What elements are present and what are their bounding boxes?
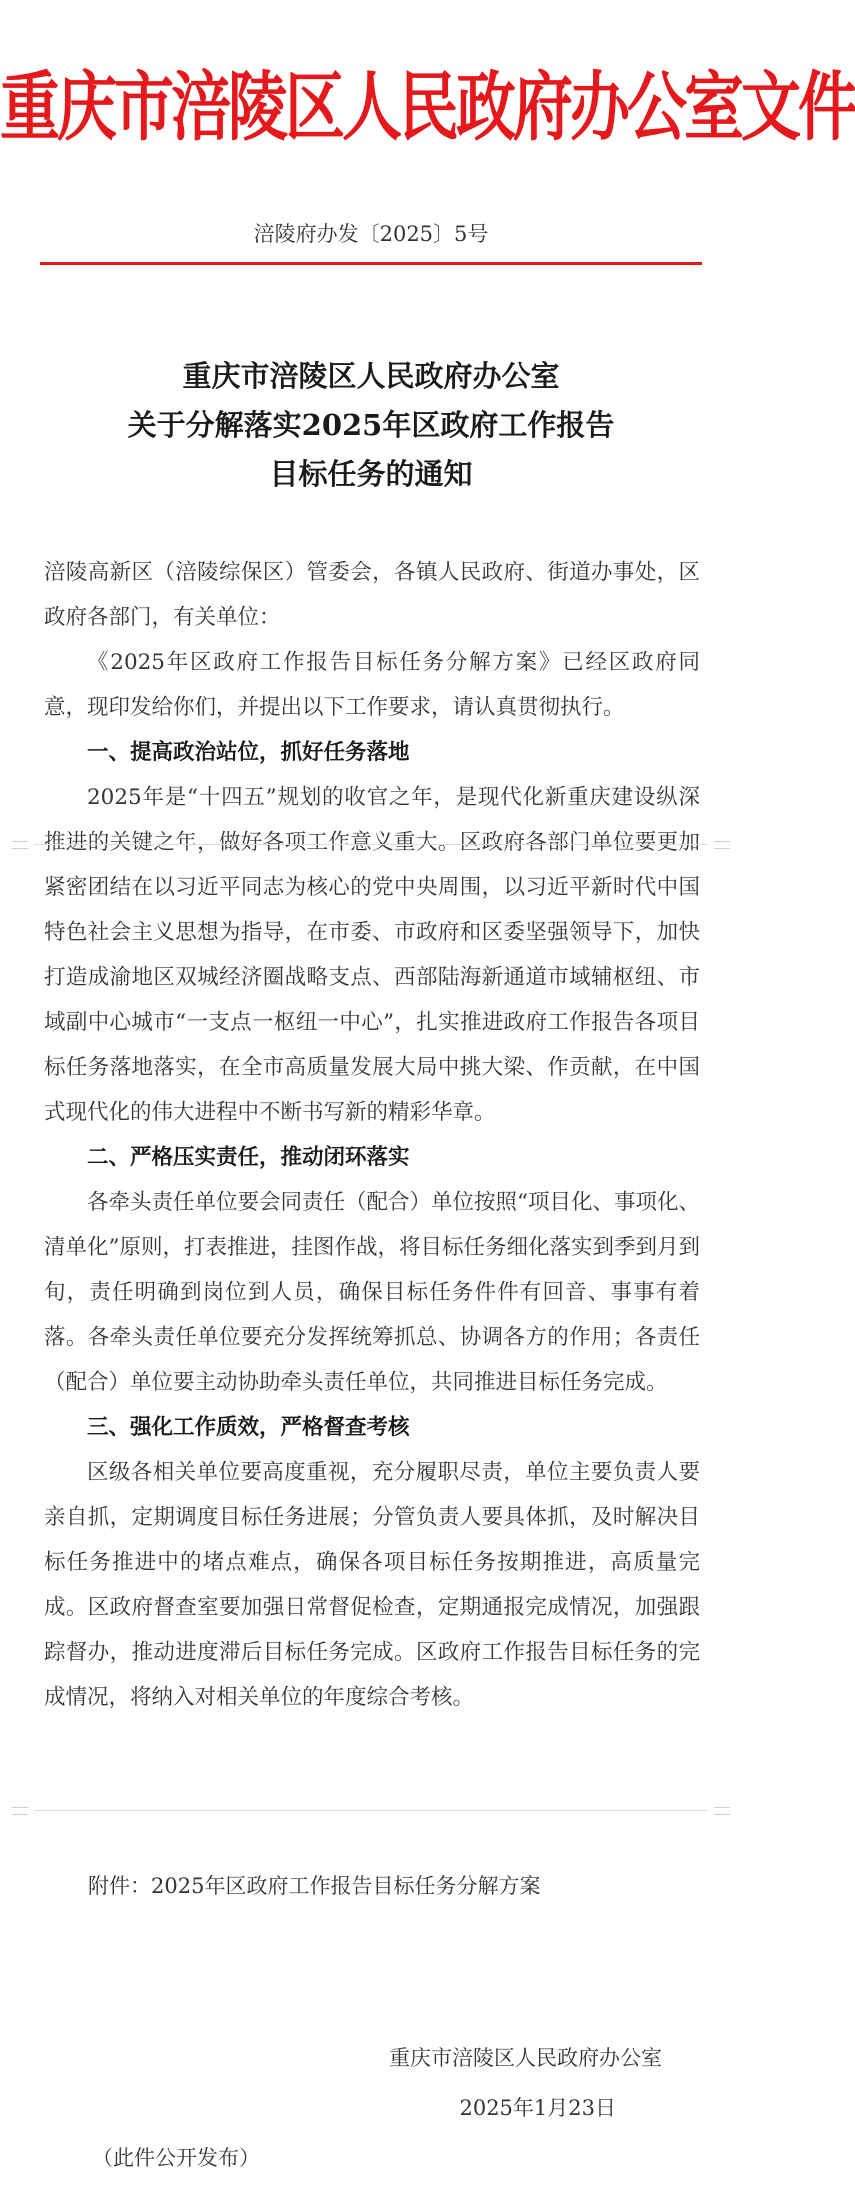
section-3-heading: 三、强化工作质效，严格督查考核 — [87, 1415, 410, 1440]
signing-date: 2025年1月23日 — [459, 2096, 616, 2120]
section-2-text: 各牵头责任单位要会同责任（配合）单位按照“项目化、事项化、清单化”原则，打表推进，挂图作战，将目标任务细化落实到季到月到旬，责任明确到岗位到人员，确保目标任务件件有回音、事事有着落。各牵头责任单位要充分发挥统筹抓总、协调各方的作用；各责任（配合）单位要主动协助牵头责任单位，共同推进目标任务完成。 — [44, 1190, 700, 1395]
attachment-note: 附件：2025年区政府工作报告目标任务分解方案 — [88, 1874, 541, 1898]
section-2-heading: 二、严格压实责任，推动闭环落实 — [87, 1145, 410, 1170]
title-line-1: 重庆市涪陵区人民政府办公室 — [182, 359, 560, 393]
document-masthead: 重庆市涪陵区人民政府办公室文件 — [0, 64, 855, 152]
section-1-heading: 一、提高政治站位，抓好任务落地 — [87, 740, 410, 765]
document-number: 涪陵府办发〔2025〕5号 — [253, 222, 489, 246]
signing-organization: 重庆市涪陵区人民政府办公室 — [389, 2046, 662, 2070]
red-separator-line — [40, 262, 702, 265]
section-3-text: 区级各相关单位要高度重视，充分履职尽责，单位主要负责人要亲自抓，定期调度目标任务进展；分管负责人要具体抓，及时解决目标任务推进中的堵点难点，确保各项目标任务按期推进，高质量完成。区政府督查室要加强日常督促检查，定期通报完成情况，加强跟踪督办，推动进度滞后目标任务完成。区政府工作报告目标任务的完成情况，将纳入对相关单位的年度综合考核。 — [44, 1460, 700, 1710]
public-release-note: （此件公开发布） — [92, 2146, 260, 2170]
title-line-2: 关于分解落实2025年区政府工作报告 — [127, 408, 615, 442]
document-title — [0, 352, 742, 499]
section-1-text: 2025年是“十四五”规划的收官之年，是现代化新重庆建设纵深推进的关键之年，做好各项工作意义重大。区政府各部门单位要更加紧密团结在以习近平同志为核心的党中央周围，以习近平新时代中国特色社会主义思想为指导，在市委、市政府和区委坚强领导下，加快打造成渝地区双城经济圈战略支点、西部陆海新通道市域辅枢纽、市域副中心城市“一支点一枢纽一中心”，扎实推进政府工作报告各项目标任务落地落实，在全市高质量发展大局中挑大梁、作贡献，在中国式现代化的伟大进程中不断书写新的精彩华章。 — [44, 785, 700, 1125]
salutation: 涪陵高新区（涪陵综保区）管委会，各镇人民政府、街道办事处，区政府各部门，有关单位： — [44, 560, 700, 630]
document-body — [44, 550, 700, 1720]
title-line-3: 目标任务的通知 — [269, 457, 473, 491]
intro-paragraph: 《2025年区政府工作报告目标任务分解方案》已经区政府同意，现印发给你们，并提出以下工作要求，请认真贯彻执行。 — [44, 650, 700, 720]
